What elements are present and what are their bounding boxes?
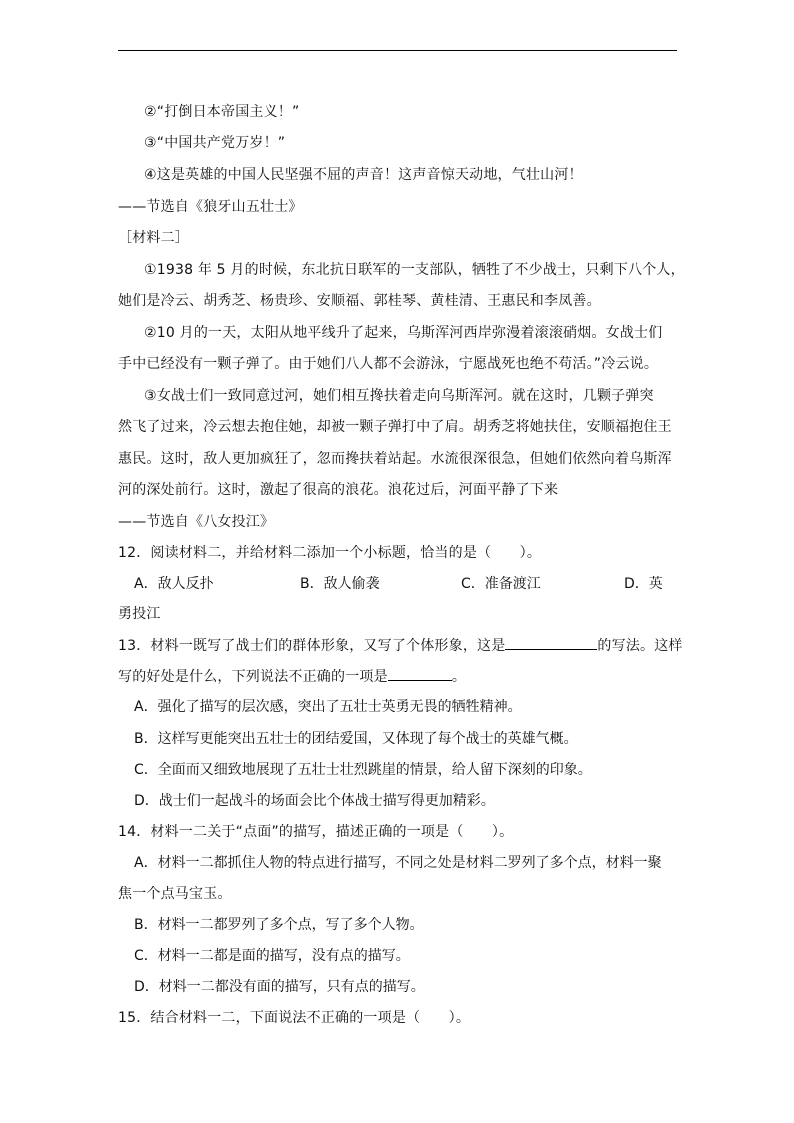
passage2-p1-line-1: ①1938 年 5 月的时候，东北抗日联军的一支部队，牺牲了不少战士，只剩下八个人， [144,262,685,278]
q14-option-b[interactable]: B．材料一二都罗列了多个点，写了多个人物。 [134,917,424,933]
passage2-p3-line-4: 河的深处前行。这时，激起了很高的浪花。浪花过后，河面平静了下来 [118,482,559,498]
q13-option-a[interactable]: A．强化了描写的层次感，突出了五壮士英勇无畏的牺牲精神。 [134,699,522,715]
passage1-line-2: ②“打倒日本帝国主义！” [144,104,300,120]
passage2-source: ——节选自《八女投江》 [118,514,275,530]
passage2-p3-line-2: 然飞了过来，冷云想去抱住她，却被一颗子弹打中了肩。胡秀芝将她扶住，安顺福抱住王 [118,419,672,435]
q13-option-b[interactable]: B．这样写更能突出五壮士的团结爱国，又体现了每个战士的英雄气概。 [134,731,578,747]
q14-stem: 14．材料一二关于“点面”的描写，描述正确的一项是（ ）。 [118,824,514,840]
q12-option-d[interactable]: D．英 [624,576,663,592]
q14-option-d[interactable]: D．材料一二都没有面的描写，只有点的描写。 [134,979,425,995]
q13-line2-after-blank: 。 [451,669,467,685]
q13-answer-blank-1[interactable] [505,635,597,650]
passage1-line-4: ④这是英雄的中国人民坚强不屈的声音！这声音惊天动地，气壮山河！ [144,167,583,183]
q12-stem: 12．阅读材料二，并给材料二添加一个小标题，恰当的是（ ）。 [118,545,542,561]
passage2-p1-line-2: 她们是冷云、胡秀芝、杨贵珍、安顺福、郭桂琴、黄桂清、王惠民和李凤善。 [118,293,601,309]
q15-stem: 15．结合材料一二，下面说法不正确的一项是（ ）。 [118,1010,471,1026]
q14-option-a-continued: 焦一个点马宝玉。 [118,886,232,902]
passage2-p3-line-1: ③女战士们一致同意过河，她们相互搀扶着走向乌斯浑河。就在这时，几颗子弹突 [144,388,654,404]
q13-option-c[interactable]: C．全面而又细致地展现了五壮士壮烈跳崖的情景，给人留下深刻的印象。 [134,762,592,778]
passage1-source: ——节选自《狼牙山五壮士》 [118,199,303,215]
q13-stem-before-blank: 13．材料一既写了战士们的群体形象，又写了个体形象，这是 [118,638,506,654]
q13-stem [118,635,683,656]
passage2-label: ［材料二］ [118,230,189,246]
passage1-line-3: ③“中国共产党万岁！” [144,135,286,151]
q14-option-c[interactable]: C．材料一二都是面的描写，没有点的描写。 [134,948,410,964]
q13-stem-after-blank: 的写法。这样 [597,638,683,654]
passage2-p2-line-2: 手中已经没有一颗子弹了。由于她们八人都不会游泳，宁愿战死也绝不苟活。”冷云说。 [118,356,659,372]
q12-option-a[interactable]: A．敌人反扑 [134,576,214,592]
passage2-p3-line-3: 惠民。这时，敌人更加疯狂了，忽而搀扶着站起。水流很深很急，但她们依然向着乌斯浑 [118,451,672,467]
q13-option-d[interactable]: D．战士们一起战斗的场面会比个体战士描写得更加精彩。 [134,793,495,809]
header-rule [118,50,677,51]
passage2-p2-line-1: ②10 月的一天，太阳从地平线升了起来，乌斯浑河西岸弥漫着滚滚硝烟。女战士们 [144,325,663,341]
q13-stem-line-2 [118,666,466,687]
q12-option-d-continued: 勇投江 [118,606,161,622]
q12-option-b[interactable]: B．敌人偷袭 [300,576,380,592]
q12-option-c[interactable]: C．准备渡江 [461,576,541,592]
q13-line2-before-blank: 写的好处是什么，下列说法不正确的一项是 [118,669,388,685]
q13-answer-blank-2[interactable] [388,666,452,681]
q14-option-a[interactable]: A．材料一二都抓住人物的特点进行描写，不同之处是材料二罗列了多个点，材料一聚 [134,855,662,871]
